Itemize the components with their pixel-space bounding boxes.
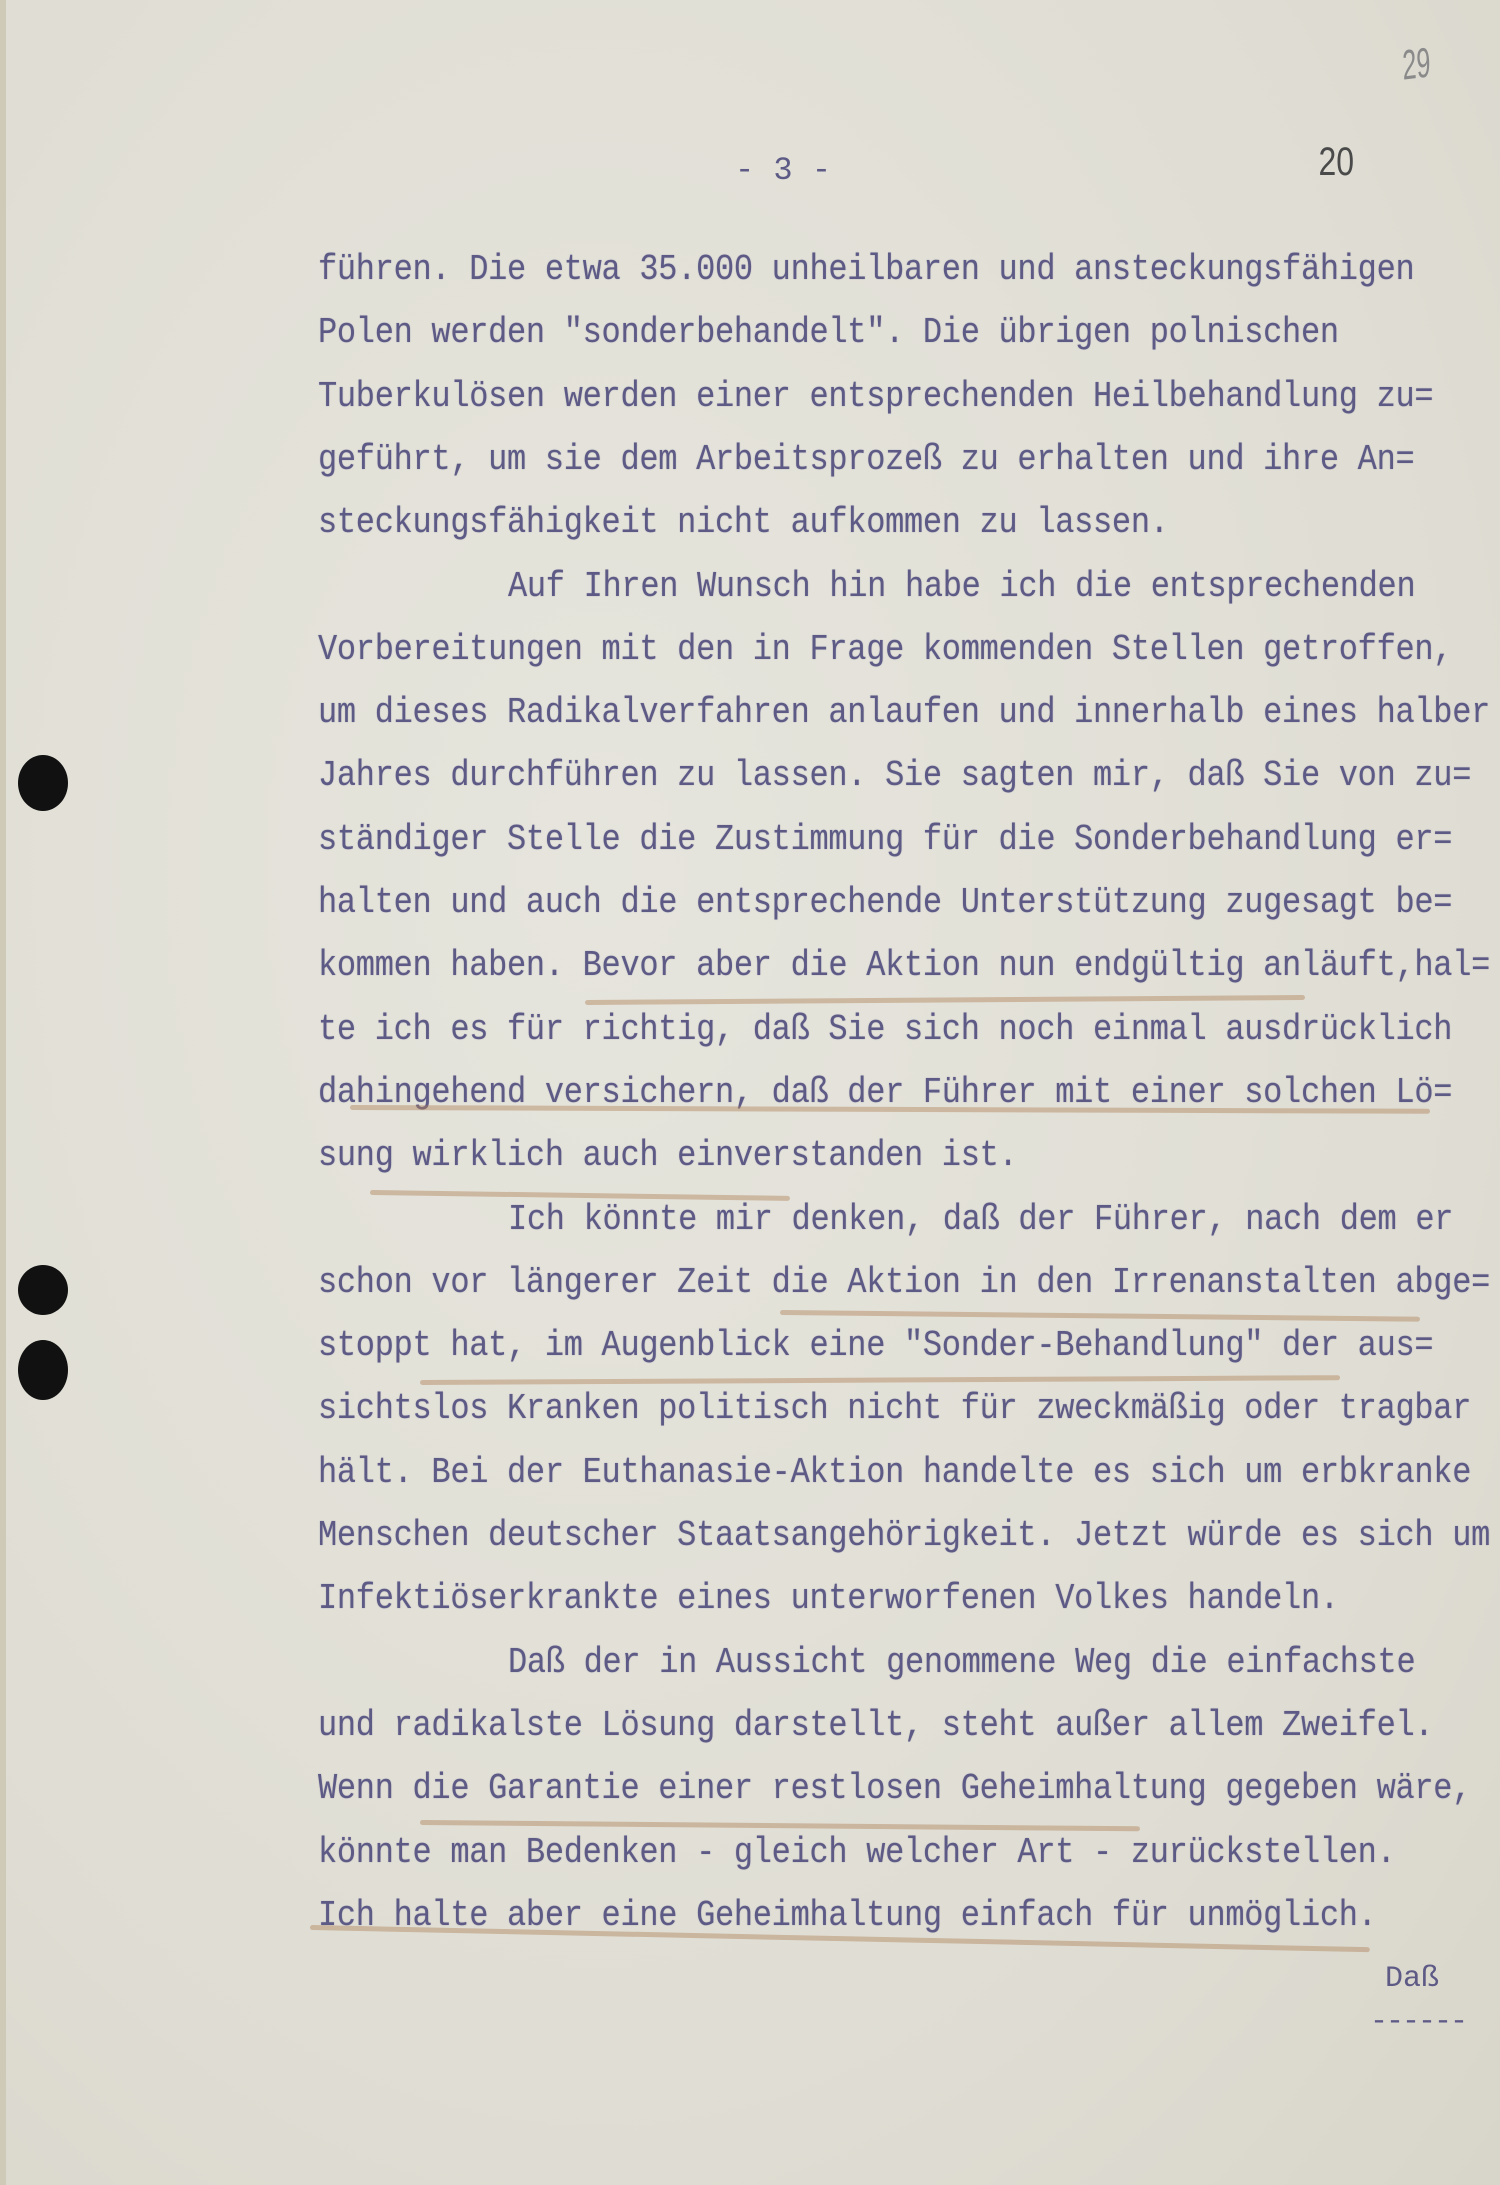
typed-line: te ich es für richtig, daß Sie sich noch einmal ausdrücklich [318,1008,1453,1050]
typed-line: Polen werden "sonderbehandelt". Die übrigen polnischen [318,312,1339,354]
catchword: Daß [1385,1962,1440,1996]
typed-line: Tuberkulösen werden einer entsprechenden Heilbehandlung zu= [318,375,1434,417]
pencil-folio-number: 29 [1401,38,1432,89]
typed-line: ständiger Stelle die Zustimmung für die Sonderbehandlung er= [318,818,1453,860]
page-number: - 3 - [735,152,832,189]
typed-line: halten und auch die entsprechende Unterstützung zugesagt be= [318,881,1453,924]
pencil-underline [420,1375,1340,1385]
punch-hole [18,1340,68,1400]
page-edge [0,0,6,2185]
typed-line: um dieses Radikalverfahren anlaufen und innerhalb eines halber [318,691,1490,734]
typed-line: schon vor längerer Zeit die Aktion in den Irrenanstalten abge= [318,1261,1490,1303]
typed-line: Ich könnte mir denken, daß der Führer, nach dem er [508,1198,1454,1240]
folio-stamp: 20 [1318,140,1355,184]
typed-line: Vorbereitungen mit den in Frage kommenden Stellen getroffen, [318,628,1453,670]
typed-line: Jahres durchführen zu lassen. Sie sagten mir, daß Sie von zu= [318,755,1472,797]
typed-line: stoppt hat, im Augenblick eine "Sonder-Behandlung" der aus= [318,1324,1434,1367]
punch-hole [18,1265,68,1315]
typed-line: sichtslos Kranken politisch nicht für zweckmäßig oder tragbar [318,1388,1472,1430]
typed-line: Daß der in Aussicht genommene Weg die einfachste [508,1641,1416,1683]
typed-line: und radikalste Lösung darstellt, steht außer allem Zweifel. [318,1704,1434,1747]
typed-line: könnte man Bedenken - gleich welcher Art - zurückstellen. [318,1831,1396,1873]
typed-line: führen. Die etwa 35.000 unheilbaren und ansteckungsfähigen [318,248,1415,291]
catchword-rule: ------ [1370,2005,1467,2039]
typed-line: kommen haben. Bevor aber die Aktion nun endgültig anläuft,hal= [318,945,1490,987]
typed-line: hält. Bei der Euthanasie-Aktion handelte es sich um erbkranke [318,1451,1472,1493]
typed-line: Infektiöserkrankte eines unterworfenen Volkes handeln. [318,1578,1339,1620]
pencil-underline [780,1310,1420,1322]
typed-line: Menschen deutscher Staatsangehörigkeit. Jetzt würde es sich um [318,1514,1490,1557]
typed-line: steckungsfähigkeit nicht aufkommen zu lassen. [318,501,1169,544]
typed-line: Wenn die Garantie einer restlosen Geheimhaltung gegeben wäre, [318,1767,1472,1810]
typed-line: dahingehend versichern, daß der Führer mit einer solchen Lö= [318,1071,1453,1114]
typed-line: geführt, um sie dem Arbeitsprozeß zu erhalten und ihre An= [318,438,1415,481]
pencil-underline [420,1820,1140,1831]
punch-hole [18,755,68,811]
typed-line: sung wirklich auch einverstanden ist. [318,1134,1018,1177]
pencil-underline [585,995,1305,1005]
typed-line: Ich halte aber eine Geheimhaltung einfach für unmöglich. [318,1894,1377,1936]
typed-line: Auf Ihren Wunsch hin habe ich die entsprechenden [508,565,1416,607]
